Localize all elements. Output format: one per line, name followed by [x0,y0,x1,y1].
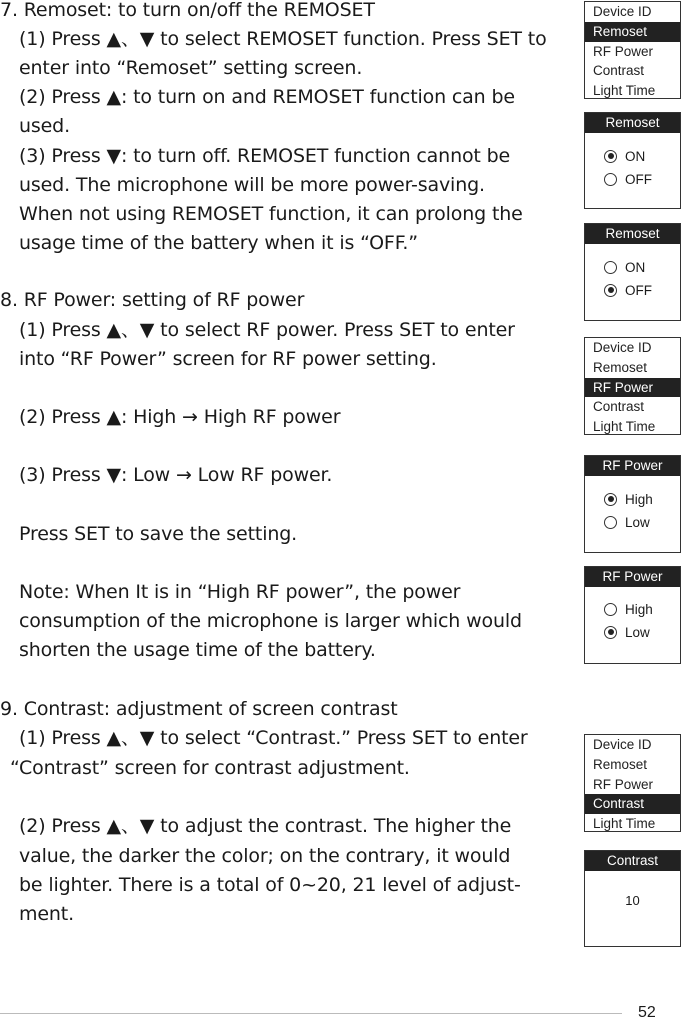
paragraph-line: value, the darker the color; on the contrary, it would [19,845,511,867]
menu-item-remoset: Remoset [593,359,648,375]
paragraph-line: used. [19,115,70,137]
option-high [604,601,653,619]
screen-title: Contrast [585,851,680,871]
page-number: 52 [638,1004,656,1021]
option-off [604,171,652,189]
menu-item-device-id: Device ID [593,4,652,19]
option-label: High [625,602,653,617]
menu-item-light-time: Light Time [593,816,656,832]
option-on [604,148,645,166]
menu-item-light-time: Light Time [593,83,656,99]
radio-empty-icon [604,173,617,186]
option-label: ON [625,260,646,275]
screen-title: RF Power [585,567,680,587]
paragraph-line: (2) Press ▲: High → High RF power [19,406,341,428]
option-label: OFF [625,172,652,187]
menu-screen-remoset [584,1,681,99]
paragraph-line: When not using REMOSET function, it can prolong the [19,203,523,225]
option-label: High [625,492,653,507]
option-off [604,282,652,300]
paragraph-line: (3) Press ▼: Low → Low RF power. [19,464,333,486]
option-low [604,514,650,532]
paragraph-line: Note: When It is in “High RF power”, the power [19,581,461,603]
option-label: Low [625,625,650,640]
contrast-value: 10 [625,893,640,908]
radio-selected-icon [604,150,617,163]
screen-title: RF Power [585,456,680,476]
paragraph-line: (1) Press ▲、▼ to select RF power. Press SET to enter [19,319,515,341]
rf-power-screen-high [584,455,681,553]
paragraph-line: into “RF Power” screen for RF power setting. [19,348,437,370]
menu-item-rf-power: RF Power [585,378,680,398]
screen-title: Remoset [585,113,680,133]
paragraph-line: (2) Press ▲、▼ to adjust the contrast. The higher the [19,815,512,837]
paragraph-line: (1) Press ▲、▼ to select REMOSET function. Press SET to [19,28,547,50]
radio-empty-icon [604,261,617,274]
option-label: ON [625,149,646,164]
paragraph-line: usage time of the battery when it is “OFF.” [19,232,418,254]
radio-selected-icon [604,284,617,297]
section-7-heading: 7. Remoset: to turn on/off the REMOSET [0,0,375,21]
section-8-heading: 8. RF Power: setting of RF power [0,289,305,311]
paragraph-line: Press SET to save the setting. [19,523,298,545]
menu-item-device-id: Device ID [593,340,652,355]
option-label: OFF [625,283,652,298]
option-on [604,259,645,277]
paragraph-line: used. The microphone will be more power-saving. [19,174,485,196]
paragraph-line: (3) Press ▼: to turn off. REMOSET function cannot be [19,145,511,167]
menu-item-rf-power: RF Power [593,43,654,59]
menu-screen-contrast [584,734,681,832]
radio-selected-icon [604,493,617,506]
menu-item-contrast: Contrast [593,63,645,79]
menu-item-remoset: Remoset [593,756,648,772]
option-label: Low [625,515,650,530]
option-low [604,624,650,642]
menu-item-rf-power: RF Power [593,776,654,792]
remoset-screen-on [584,112,681,209]
menu-item-contrast: Contrast [593,399,645,415]
remoset-screen-off [584,223,681,321]
screen-title: Remoset [585,224,680,244]
menu-item-remoset: Remoset [585,22,680,42]
paragraph-line: enter into “Remoset” setting screen. [19,57,363,79]
radio-empty-icon [604,603,617,616]
paragraph-line: (2) Press ▲: to turn on and REMOSET function can be [19,86,515,108]
radio-empty-icon [604,516,617,529]
paragraph-line: shorten the usage time of the battery. [19,639,376,661]
paragraph-line: be lighter. There is a total of 0~20, 21 level of adjust- [19,874,521,896]
menu-item-device-id: Device ID [593,737,652,752]
menu-item-contrast: Contrast [585,794,680,814]
paragraph-line: “Contrast” screen for contrast adjustment. [10,757,410,779]
rf-power-screen-low [584,566,681,664]
menu-item-light-time: Light Time [593,419,656,435]
paragraph-line: consumption of the microphone is larger which would [19,610,522,632]
section-9-heading: 9. Contrast: adjustment of screen contrast [0,698,398,720]
radio-selected-icon [604,626,617,639]
contrast-screen [584,850,681,947]
footer-divider [0,1013,622,1014]
menu-screen-rf-power [584,337,681,435]
paragraph-line: ment. [19,903,74,925]
option-high [604,491,653,509]
paragraph-line: (1) Press ▲、▼ to select “Contrast.” Press SET to enter [19,727,528,749]
